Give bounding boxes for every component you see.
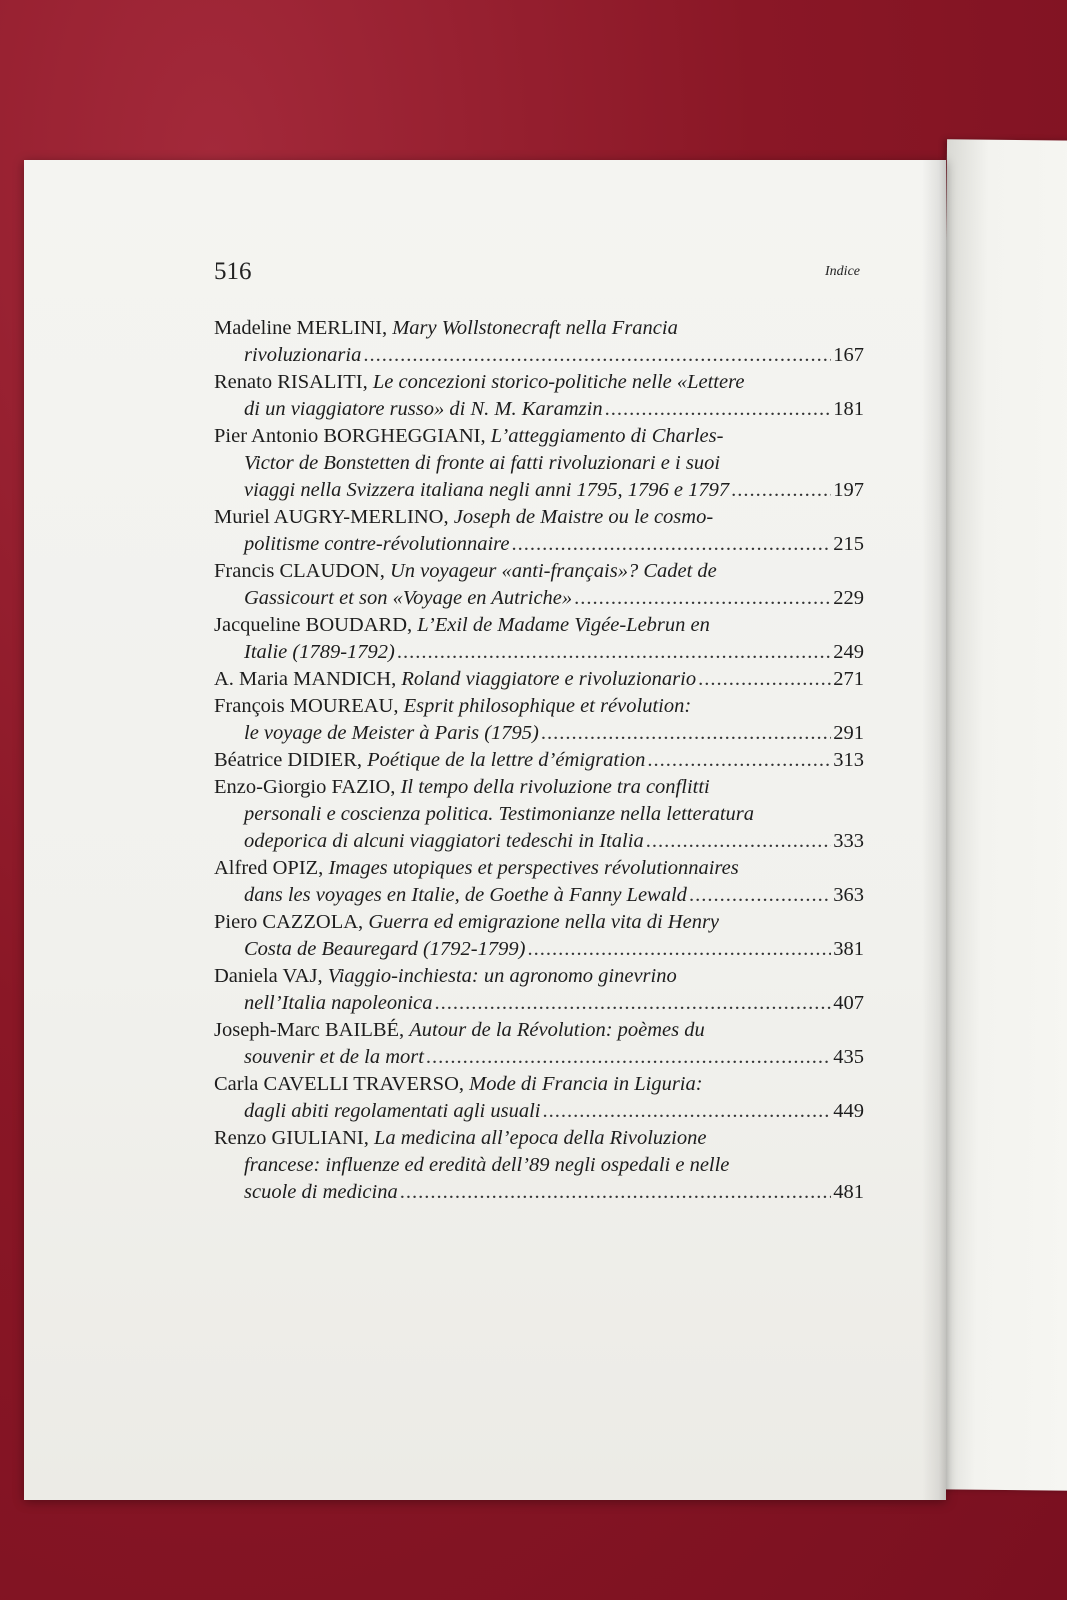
- toc-entry: [214, 612, 864, 666]
- toc-title-line: di un viaggiatore russo» di N. M. Karamzin: [244, 398, 603, 420]
- toc-page-number: 333: [833, 830, 864, 852]
- toc-title-line: le voyage de Meister à Paris (1795): [244, 722, 539, 744]
- dot-leader: [400, 1179, 832, 1206]
- toc-title-line: Autour de la Révolution: poèmes du: [409, 1019, 705, 1041]
- toc-title-line: francese: influenze ed eredità dell’89 negli ospedali e nelle: [244, 1154, 730, 1176]
- toc-title-line: rivoluzionaria: [244, 344, 362, 366]
- toc-author: Francis CLAUDON,: [214, 560, 385, 582]
- toc-title-line: Mary Wollstonecraft nella Francia: [392, 317, 678, 339]
- dot-leader: [689, 882, 831, 909]
- toc-title-line: Joseph de Maistre ou le cosmo-: [453, 506, 714, 528]
- toc-page-number: 271: [833, 668, 864, 690]
- dot-leader: [541, 720, 831, 747]
- toc-page-number: 167: [833, 344, 864, 366]
- toc-author: Renato RISALITI,: [214, 371, 368, 393]
- page-number: 516: [214, 258, 252, 285]
- dot-leader: [527, 936, 831, 963]
- toc-page-number: 249: [833, 641, 864, 663]
- toc-title-line: Mode di Francia in Liguria:: [469, 1073, 703, 1095]
- dot-leader: [363, 342, 831, 369]
- toc-page-number: 313: [833, 749, 864, 771]
- toc-author: François MOUREAU,: [214, 695, 399, 717]
- page-gutter-shadow: [922, 160, 946, 1500]
- dot-leader: [543, 1098, 832, 1125]
- facing-page: [933, 139, 1067, 1490]
- toc-author: Alfred OPIZ,: [214, 857, 324, 879]
- dot-leader: [646, 828, 832, 855]
- toc-author: Renzo GIULIANI,: [214, 1127, 369, 1149]
- dot-leader: [731, 477, 831, 504]
- toc-title-line: L’Exil de Madame Vigée-Lebrun en: [417, 614, 710, 636]
- toc-title-line: nell’Italia napoleonica: [244, 992, 433, 1014]
- toc-author: Piero CAZZOLA,: [214, 911, 364, 933]
- toc-page-number: 435: [833, 1046, 864, 1068]
- toc-title-line: viaggi nella Svizzera italiana negli anni 1795, 1796 e 1797: [244, 479, 730, 501]
- toc-entry: [214, 1071, 864, 1125]
- dot-leader: [698, 666, 831, 693]
- toc-title-line: Victor de Bonstetten di fronte ai fatti rivoluzionari e i suoi: [244, 452, 721, 474]
- toc-title-line: scuole di medicina: [244, 1181, 398, 1203]
- toc-page-number: 449: [833, 1100, 864, 1122]
- toc-title-line: L’atteggiamento di Charles-: [490, 425, 724, 447]
- toc-entry: [214, 693, 864, 747]
- toc-title-line: Guerra ed emigrazione nella vita di Henry: [368, 911, 720, 933]
- toc-page-number: 481: [833, 1181, 864, 1203]
- toc-author: Muriel AUGRY-MERLINO,: [214, 506, 449, 528]
- toc-page-number: 229: [833, 587, 864, 609]
- toc-entry: [214, 963, 864, 1017]
- toc-page-number: 291: [833, 722, 864, 744]
- toc-entry: [214, 1017, 864, 1071]
- toc-title-line: Un voyageur «anti-français»? Cadet de: [389, 560, 717, 582]
- toc-entry: [214, 558, 864, 612]
- toc-title-line: Images utopiques et perspectives révolutionnaires: [328, 857, 739, 879]
- toc-author: Joseph-Marc BAILBÉ,: [214, 1019, 405, 1041]
- toc-entry: [214, 747, 864, 774]
- toc-title-line: Poétique de la lettre d’émigration: [367, 749, 646, 771]
- toc-title-line: Gassicourt et son «Voyage en Autriche»: [244, 587, 573, 609]
- toc-title-line: politisme contre-révolutionnaire: [244, 533, 510, 555]
- toc-title-line: Esprit philosophique et révolution:: [403, 695, 692, 717]
- toc-title-line: Il tempo della rivoluzione tra conflitti: [400, 776, 710, 798]
- toc-title-line: Viaggio-inchiesta: un agronomo ginevrino: [327, 965, 677, 987]
- dot-leader: [512, 531, 832, 558]
- toc-entry: [214, 1125, 864, 1206]
- toc-title-line: souvenir et de la mort: [244, 1046, 424, 1068]
- toc-title-line: dans les voyages en Italie, de Goethe à Fanny Lewald: [244, 884, 687, 906]
- table-of-contents: [214, 315, 864, 1206]
- toc-title-line: La medicina all’epoca della Rivoluzione: [373, 1127, 707, 1149]
- dot-leader: [605, 396, 832, 423]
- toc-author: Daniela VAJ,: [214, 965, 323, 987]
- toc-title-line: odeporica di alcuni viaggiatori tedeschi in Italia: [244, 830, 644, 852]
- toc-entry: [214, 666, 864, 693]
- toc-author: Madeline MERLINI,: [214, 317, 388, 339]
- toc-author: Béatrice DIDIER,: [214, 749, 362, 771]
- toc-title-line: Italie (1789-1792): [244, 641, 395, 663]
- toc-author: A. Maria MANDICH,: [214, 668, 397, 690]
- dot-leader: [574, 585, 831, 612]
- toc-title-line: Le concezioni storico-politiche nelle «Lettere: [372, 371, 745, 393]
- dot-leader: [647, 747, 831, 774]
- toc-entry: [214, 909, 864, 963]
- dot-leader: [434, 990, 831, 1017]
- toc-page-number: 363: [833, 884, 864, 906]
- toc-entry: [214, 855, 864, 909]
- toc-title-line: Roland viaggiatore e rivoluzionario: [401, 668, 697, 690]
- toc-page-number: 215: [833, 533, 864, 555]
- toc-entry: [214, 504, 864, 558]
- dot-leader: [426, 1044, 831, 1071]
- toc-entry: [214, 774, 864, 855]
- toc-entry: [214, 315, 864, 369]
- dot-leader: [397, 639, 831, 666]
- book-page: [24, 160, 946, 1500]
- toc-entry: [214, 369, 864, 423]
- toc-author: Carla CAVELLI TRAVERSO,: [214, 1073, 464, 1095]
- toc-page-number: 197: [833, 479, 864, 501]
- toc-title-line: dagli abiti regolamentati agli usuali: [244, 1100, 541, 1122]
- toc-entry: [214, 423, 864, 504]
- toc-title-line: Costa de Beauregard (1792-1799): [244, 938, 526, 960]
- toc-page-number: 181: [833, 398, 864, 420]
- toc-author: Pier Antonio BORGHEGGIANI,: [214, 425, 486, 447]
- running-head: Indice: [825, 264, 860, 279]
- toc-author: Enzo-Giorgio FAZIO,: [214, 776, 396, 798]
- toc-title-line: personali e coscienza politica. Testimonianze nella letteratura: [244, 803, 754, 825]
- toc-page-number: 381: [833, 938, 864, 960]
- toc-page-number: 407: [833, 992, 864, 1014]
- toc-author: Jacqueline BOUDARD,: [214, 614, 413, 636]
